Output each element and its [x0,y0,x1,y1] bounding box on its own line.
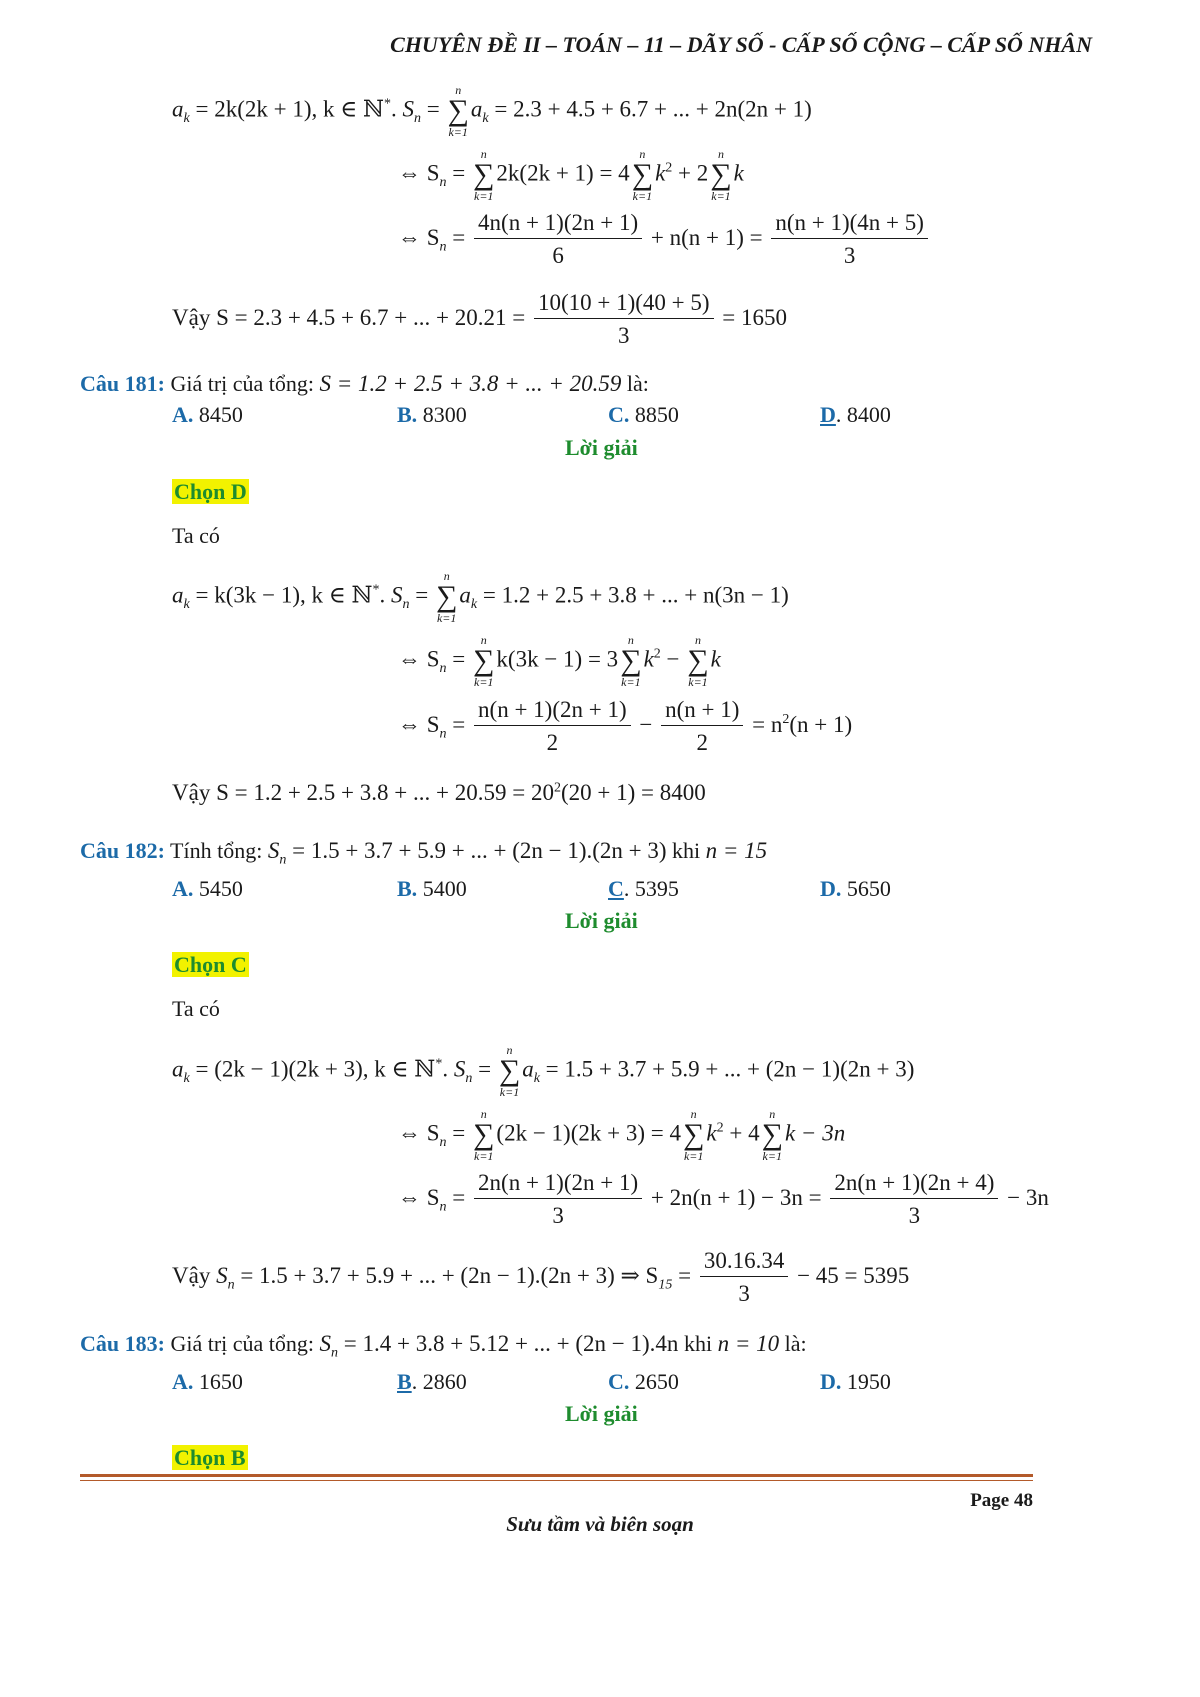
option-d[interactable]: D. 1950 [820,1369,891,1394]
question-183: Câu 183: Giá trị của tổng: $S_n = 1.4 + 3.8 + 5.12$ + ... + (2n − 1).4n khi n = 10 là: [80,1331,807,1361]
question-181: Câu 181: Giá trị của tổng: S = 1.2 + 2.5 + 3.8 + ... + 20.59 là: [80,371,649,396]
option-b[interactable]: B. 5400 [397,876,467,901]
formula-line: ⇔ $S_n$ = $\frac{4n(n + 1)(2n + 1)}{6}$ + n(n + 1) = $\frac{n(n + 1)(4n + 5)}{3}$ [398,210,931,269]
formula-line: $a_k = (2k - 1)(2k + 3)$, k ∈ ℕ*. $S_n$ = n ∑ k=1 $a_k = 1.5 + 3.7 + 5.9$ + ... + (2n − 1)(2n + 3) [172,1043,915,1099]
question-182: Câu 182: Tính tổng: $S_n = 1.5 + 3.7 + 5.9$ + ... + (2n − 1).(2n + 3) khi n = 15 [80,838,768,868]
option-c[interactable]: C. 8850 [608,402,679,427]
solution-title: Lời giải [565,1401,638,1426]
formula-line: $a_k = 2k(2k + 1)$, k ∈ ℕ*. $S_n$ = n ∑ k=1 $a_k = 2.3 + 4.5 + 6.7$ + ... + 2n(2n + 1) [172,83,812,139]
formula-line: ⇔ $S_n$ = n ∑ k=1 2k(2k + 1) = 4 n ∑ k=1 $k^2 + 2$ n ∑ k=1 k [398,147,744,203]
solution-title: Lời giải [565,908,638,933]
option-c[interactable]: C. 5395 [608,876,679,901]
option-d[interactable]: D. 8400 [820,402,891,427]
formula-line: ⇔ $S_n$ = n ∑ k=1 k(3k − 1) = 3 n ∑ k=1 $k^2$ − n ∑ k=1 k [398,633,721,689]
formula-line: ⇔ $S_n$ = n ∑ k=1 (2k − 1)(2k + 3) = 4 n ∑ k=1 $k^2 + 4$ n ∑ k=1 k − 3n [398,1107,846,1163]
formula-line: ⇔ $S_n$ = $\frac{2n(n + 1)(2n + 1)}{3}$ + 2n(n + 1) − 3n = $\frac{2n(n + 1)(2n + 4)}{3}$ − 3n [398,1170,1049,1228]
solution-title: Lời giải [565,435,638,460]
option-a[interactable]: A. 8450 [172,402,243,427]
chosen-answer: Chọn D [174,479,247,504]
formula-line: $a_k = k(3k - 1)$, k ∈ ℕ*. $S_n$ = n ∑ k=1 $a_k = 1.2 + 2.5 + 3.8$ + ... + n(3n − 1) [172,569,789,625]
footer-credit: Sưu tầm và biên soạn [506,1512,694,1536]
intro-text: Ta có [172,996,220,1021]
option-a[interactable]: A. 1650 [172,1369,243,1394]
chosen-answer: Chọn B [174,1445,246,1470]
footer-divider [80,1474,1033,1477]
option-b[interactable]: B. 8300 [397,402,467,427]
option-d[interactable]: D. 5650 [820,876,891,901]
page-number: Page 48 [970,1490,1033,1511]
option-c[interactable]: C. 2650 [608,1369,679,1394]
option-a[interactable]: A. 5450 [172,876,243,901]
option-b[interactable]: B. 2860 [397,1369,467,1394]
conclusion-line: Vậy $S_n = 1.5 + 3.7 + 5.9$ + ... + (2n − 1).(2n + 3) ⇒ $S_{15}$ = $\frac{30.16.34}{3}$ − 45 = 5395 [172,1248,910,1306]
conclusion-line: Vậy S = 1.2 + 2.5 + 3.8 + ... + $20.59 = 20^2(20 + 1) = 8400$ [172,780,706,805]
page-header: CHUYÊN ĐỀ II – TOÁN – 11 – DÃY SỐ - CẤP SỐ CỘNG – CẤP SỐ NHÂN [390,32,1092,57]
chosen-answer: Chọn C [174,952,247,977]
conclusion-line: Vậy S = 2.3 + 4.5 + 6.7 + ... + 20.21 = $\frac{10(10 + 1)(40 + 5)}{3}$ = 1650 [172,290,788,348]
intro-text: Ta có [172,523,220,548]
footer-divider-thin [80,1480,1033,1481]
formula-line: ⇔ $S_n$ = $\frac{n(n + 1)(2n + 1)}{2}$ − $\frac{n(n + 1)}{2}$ = $n^2(n + 1)$ [398,697,853,755]
